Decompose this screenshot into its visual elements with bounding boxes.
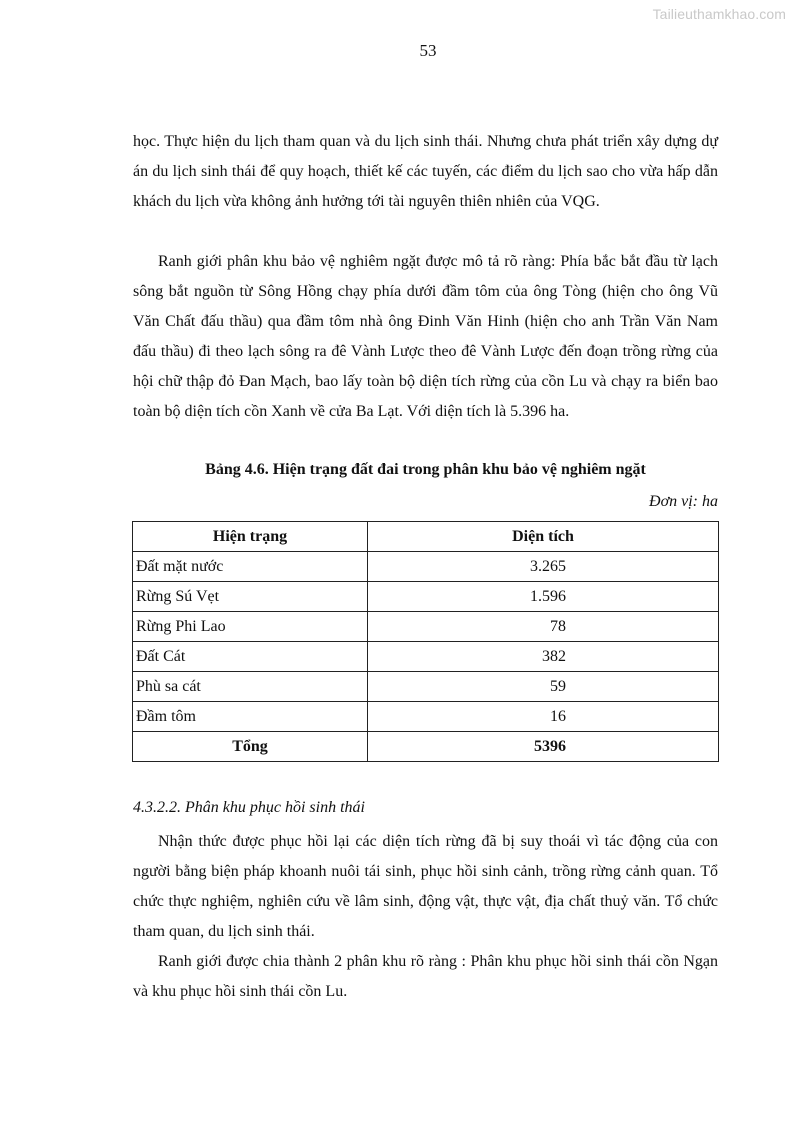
row-area: 16 bbox=[550, 707, 566, 725]
subsection-heading: 4.3.2.2. Phân khu phục hồi sinh thái bbox=[133, 799, 365, 816]
row-status: Rừng Sú Vẹt bbox=[133, 582, 368, 612]
row-status: Đất mặt nước bbox=[133, 552, 368, 582]
row-status: Rừng Phi Lao bbox=[133, 612, 368, 642]
row-area: 59 bbox=[550, 677, 566, 695]
table-row bbox=[133, 612, 719, 642]
table-total-row bbox=[133, 732, 719, 762]
table-row bbox=[133, 672, 719, 702]
row-status: Đất Cát bbox=[133, 642, 368, 672]
row-area: 1.596 bbox=[530, 587, 566, 605]
row-status: Đầm tôm bbox=[133, 702, 368, 732]
watermark: Tailieuthamkhao.com bbox=[652, 6, 786, 22]
row-status: Phù sa cát bbox=[133, 672, 368, 702]
page-number: 53 bbox=[419, 41, 437, 60]
total-area-cell bbox=[368, 732, 719, 762]
header-status: Hiện trạng bbox=[133, 522, 368, 552]
paragraph-restoration-purpose: Nhận thức được phục hồi lại các diện tích rừng đã bị suy thoái vì tác động của con người bằng biện pháp khoanh nuôi tái sinh, phục hồi sinh cảnh, trồng rừng cảnh quan. Tổ chức thực nghiệm, nghiên cứu về lâm sinh, động vật, thực vật, địa chất thuỷ văn. Tổ chức tham quan, du lịch sinh thái. bbox=[133, 833, 718, 940]
row-area-cell bbox=[368, 672, 719, 702]
table-header-row bbox=[133, 522, 719, 552]
paragraph-restoration-boundary: Ranh giới được chia thành 2 phân khu rõ ràng : Phân khu phục hồi sinh thái cồn Ngạn và khu phục hồi sinh thái cồn Lu. bbox=[133, 953, 718, 1000]
table-row bbox=[133, 642, 719, 672]
table-row bbox=[133, 552, 719, 582]
row-area: 382 bbox=[542, 647, 566, 665]
row-area-cell bbox=[368, 702, 719, 732]
row-area-cell bbox=[368, 582, 719, 612]
paragraph-strict-zone-boundary: Ranh giới phân khu bảo vệ nghiêm ngặt được mô tả rõ ràng: Phía bắc bắt đầu từ lạch sông bắt nguồn từ Sông Hồng chạy phía dưới đầm tôm của ông Tòng (hiện cho ông Vũ Văn Chất đấu thầu) qua đầm tôm nhà ông Đinh Văn Hinh (hiện cho anh Trần Văn Nam đấu thầu) đi theo lạch sông ra đê Vành Lược theo đê Vành Lược đến đoạn trồng rừng của hội chữ thập đỏ Đan Mạch, bao lấy toàn bộ diện tích rừng của cồn Lu và chạy ra biển bao toàn bộ diện tích cồn Xanh về cửa Ba Lạt. Với diện tích là 5.396 ha. bbox=[133, 253, 718, 420]
table-title: Bảng 4.6. Hiện trạng đất đai trong phân khu bảo vệ nghiêm ngặt bbox=[205, 461, 646, 478]
header-area: Diện tích bbox=[512, 527, 574, 545]
total-area: 5396 bbox=[534, 737, 566, 755]
table-unit: Đơn vị: ha bbox=[649, 493, 718, 510]
row-area-cell bbox=[368, 612, 719, 642]
paragraph-tourism: học. Thực hiện du lịch tham quan và du lịch sinh thái. Nhưng chưa phát triển xây dựng dự án du lịch sinh thái để quy hoạch, thiết kế các tuyến, các điểm du lịch sao cho vừa hấp dẫn khách du lịch vừa không ảnh hưởng tới tài nguyên thiên nhiên của VQG. bbox=[133, 133, 718, 210]
land-status-table bbox=[132, 521, 719, 762]
row-area-cell bbox=[368, 552, 719, 582]
row-area: 3.265 bbox=[530, 557, 566, 575]
total-label: Tổng bbox=[133, 732, 368, 762]
header-area-cell bbox=[368, 522, 719, 552]
table-row bbox=[133, 582, 719, 612]
table-row bbox=[133, 702, 719, 732]
row-area-cell bbox=[368, 642, 719, 672]
row-area: 78 bbox=[550, 617, 566, 635]
